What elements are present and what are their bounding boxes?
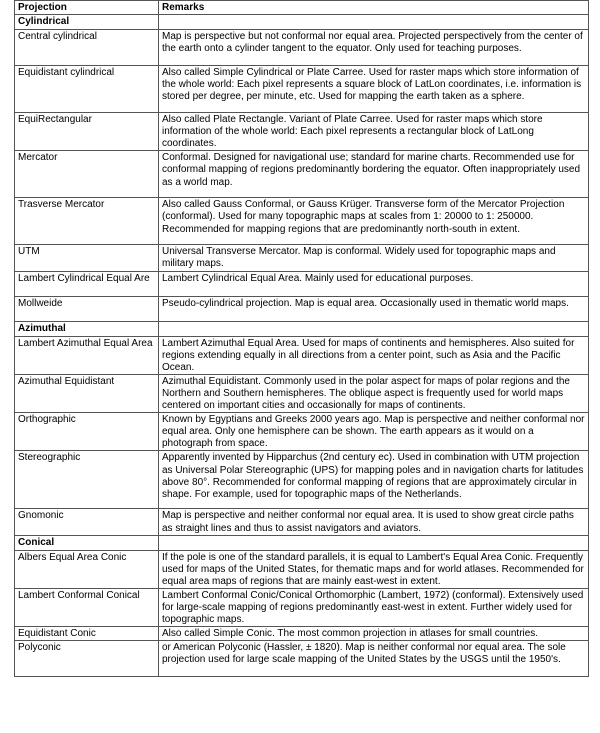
projection-name: EquiRectangular (18, 114, 92, 126)
projection-name-cell (15, 641, 159, 677)
table-header-row (15, 1, 589, 15)
projection-name-cell (15, 413, 159, 451)
projection-name-cell (15, 336, 159, 374)
remarks-cell: Map is perspective and neither conformal nor equal area. It is used to show great circle paths as straight lines and thus to assist navigators and aviators. (159, 509, 589, 535)
projection-name: Equidistant Conic (18, 628, 96, 640)
projection-name: Lambert Conformal Conical (18, 589, 140, 601)
remarks-cell: Lambert Azimuthal Equal Area. Used for maps of continents and hemispheres. Also suited for regions extending equally in all directions from a center point, such as Asia and the Pacific Ocean. (159, 336, 589, 374)
projection-name-cell (15, 374, 159, 412)
remarks-cell: Conformal. Designed for navigational use; standard for marine charts. Recommended use for conformal mapping of regions predominantly bordering the equator. Often inappropriately used as a world map. (159, 151, 589, 198)
projection-name: Stereographic (18, 452, 81, 464)
remarks-cell: Lambert Conformal Conic/Conical Orthomorphic (Lambert, 1972) (conformal). Extensively used for large-scale mapping of regions predominantly east-west in extent. Further widely used for topographic maps. (159, 588, 589, 626)
projection-name: Orthographic (18, 414, 76, 426)
table-row (15, 30, 589, 66)
remarks-cell: Map is perspective but not conformal nor equal area. Projected perspectively from the center of the earth onto a cylinder tangent to the equator. Only used for teaching purposes. (159, 30, 589, 66)
table-row (15, 66, 589, 113)
table-row (15, 374, 589, 412)
projection-name-cell (15, 296, 159, 321)
remarks-cell: Known by Egyptians and Greeks 2000 years ago. Map is perspective and neither conformal nor equal area. Only one hemisphere can be shown. The earth appears as it would on a photograph from space. (159, 413, 589, 451)
projection-name-cell (15, 113, 159, 151)
table-row (15, 245, 589, 271)
header-remarks: Remarks (159, 1, 589, 15)
group-empty-cell (159, 321, 589, 336)
table-row (15, 641, 589, 677)
group-label: Azimuthal (15, 321, 159, 336)
remarks-cell: Also called Gauss Conformal, or Gauss Krüger. Transverse form of the Mercator Projection (conformal). Used for many topographic maps at scales from 1: 20000 to 1: 250000. Recommended for mapping regions that are predominantly north-south in extent. (159, 198, 589, 245)
table-row (15, 550, 589, 588)
projection-name-cell (15, 271, 159, 296)
projection-name: Mercator (18, 152, 58, 164)
table-row (15, 509, 589, 535)
table-row (15, 451, 589, 509)
group-row (15, 321, 589, 336)
remarks-cell: Also called Simple Conic. The most common projection in atlases for small countries. (159, 627, 589, 641)
projection-name: Mollweide (18, 297, 63, 309)
remarks-cell: or American Polyconic (Hassler, ± 1820). Map is neither conformal nor equal area. The sole projection used for large scale mapping of the United States by the USGS until the 1950's. (159, 641, 589, 677)
projection-name-cell (15, 451, 159, 509)
projection-name-cell (15, 588, 159, 626)
projection-name: Lambert Cylindrical Equal Are (18, 272, 150, 284)
projection-name-cell (15, 151, 159, 198)
projection-name: Trasverse Mercator (18, 199, 105, 211)
table-row (15, 336, 589, 374)
header-projection: Projection (15, 1, 159, 15)
projection-name: Azimuthal Equidistant (18, 375, 115, 387)
remarks-cell: Azimuthal Equidistant. Commonly used in the polar aspect for maps of polar regions and the Northern and Southern hemispheres. The oblique aspect is frequently used for world maps centered on important cities and occasionally for maps of continents. (159, 374, 589, 412)
group-empty-cell (159, 535, 589, 550)
table-row (15, 271, 589, 296)
group-label: Conical (15, 535, 159, 550)
table-body (15, 15, 589, 677)
remarks-cell: If the pole is one of the standard parallels, it is equal to Lambert's Equal Area Conic. Frequently used for maps of the United States, for thematic maps and for world atlases. Recommended for equal area maps of regions that are mainly east-west in extent. (159, 550, 589, 588)
projection-name-cell (15, 198, 159, 245)
projection-name: Central cylindrical (18, 31, 97, 43)
projection-name-cell (15, 66, 159, 113)
group-label: Cylindrical (15, 15, 159, 30)
table-row (15, 113, 589, 151)
projection-name: Polyconic (18, 642, 61, 654)
group-empty-cell (159, 15, 589, 30)
remarks-cell: Also called Plate Rectangle. Variant of Plate Carree. Used for raster maps which store information of the whole world: Each pixel represents a rectangular block of LatLong coordinates. (159, 113, 589, 151)
table-row (15, 588, 589, 626)
table-row (15, 627, 589, 641)
table-row (15, 413, 589, 451)
remarks-cell: Also called Simple Cylindrical or Plate Carree. Used for raster maps which store information of the whole world: Each pixel represents a square block of LatLon coordinates, i.e. information is stored per degree, per minute, etc. Used for mapping the earth taken as a sphere. (159, 66, 589, 113)
remarks-cell: Apparently invented by Hipparchus (2nd century ec). Used in combination with UTM projection as Universal Polar Stereographic (UPS) for mapping poles and in navigation charts for latitudes above 80°. Recommended for conformal mapping of regions that are approximately circular in shape. For example, used for topographic maps of the Netherlands. (159, 451, 589, 509)
projections-table (14, 0, 589, 677)
projection-name: Albers Equal Area Conic (18, 551, 127, 563)
projection-name-cell (15, 509, 159, 535)
projection-name-cell (15, 245, 159, 271)
group-row (15, 15, 589, 30)
projection-name: Lambert Azimuthal Equal Area (18, 337, 153, 349)
projection-name-cell (15, 30, 159, 66)
table-row (15, 198, 589, 245)
remarks-cell: Lambert Cylindrical Equal Area. Mainly used for educational purposes. (159, 271, 589, 296)
projection-name-cell (15, 627, 159, 641)
table-row (15, 296, 589, 321)
remarks-cell: Universal Transverse Mercator. Map is conformal. Widely used for topographic maps and military maps. (159, 245, 589, 271)
projection-name: UTM (18, 246, 40, 258)
projection-name: Gnomonic (18, 510, 64, 522)
group-row (15, 535, 589, 550)
remarks-cell: Pseudo-cylindrical projection. Map is equal area. Occasionally used in thematic world maps. (159, 296, 589, 321)
table-row (15, 151, 589, 198)
projection-name-cell (15, 550, 159, 588)
projection-name: Equidistant cylindrical (18, 67, 115, 79)
